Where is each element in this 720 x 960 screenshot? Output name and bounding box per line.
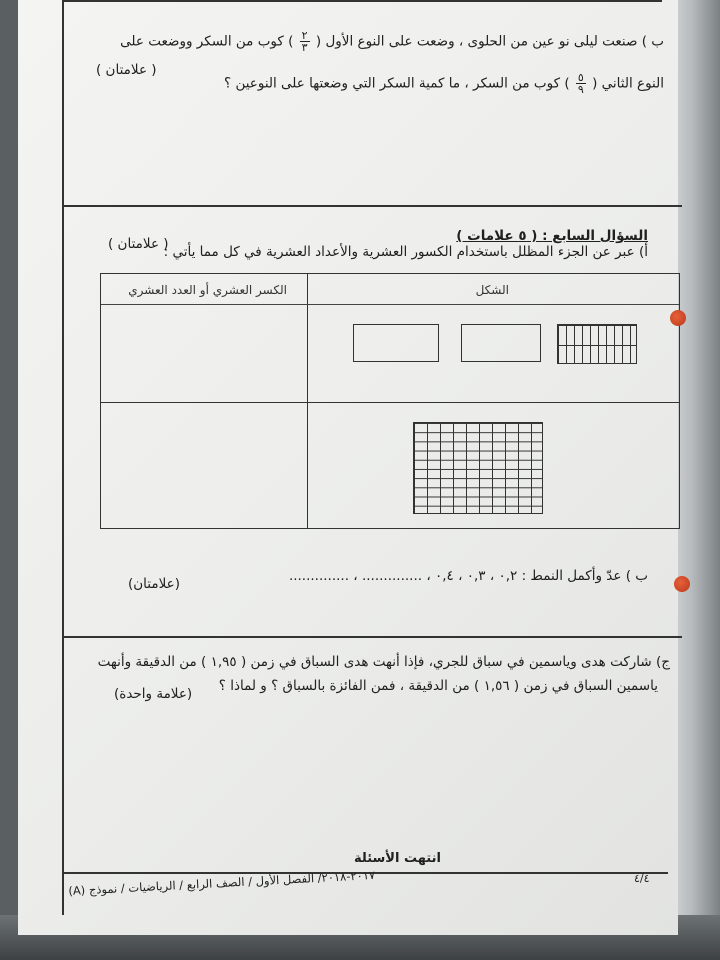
shape-rectangle-2: [461, 324, 541, 362]
exam-page: [18, 0, 678, 935]
prev-question-line1: ب ) صنعت ليلى نو عين من الحلوى ، وضعت على النوع الأول ( $\frac{٢}{٣}$ ) كوب من السكر ووضعت على: [120, 29, 664, 54]
fraction-five-ninths: $\frac{٥}{٩}$: [577, 71, 584, 96]
q-c-line1: ج) شاركت هدى وياسمين في سباق للجري، فإذا أنهت هدى السباق في زمن ( ١,٩٥ ) من الدقيقة وأنهت: [97, 654, 670, 670]
divider-2: [62, 636, 682, 638]
fraction-two-thirds: $\frac{٢}{٣}$: [301, 29, 308, 54]
page-number: ٤/٤: [634, 872, 650, 885]
q7-part-a: أ) عبر عن الجزء المظلل باستخدام الكسور العشرية والأعداد العشرية في كل مما يأتي :: [163, 244, 648, 260]
table-header-divider: [101, 304, 679, 305]
exam-info: ٢٠١٧-٢٠١٨/ الفصل الأول / الصف الرابع / الرياضيات / نموذج (A): [68, 867, 376, 898]
end-of-questions: انتهت الأسئلة: [354, 851, 441, 866]
prev-question-line2: النوع الثاني ( $\frac{٥}{٩}$ ) كوب من السكر ، ما كمية السكر التي وضعتها على النوعين ؟: [223, 71, 664, 96]
q7-part-b-marks: (علامتان): [128, 576, 180, 592]
divider-1: [62, 205, 682, 207]
table-row-divider: [101, 402, 679, 403]
q7-part-a-marks: ( علامتان ): [108, 236, 169, 252]
table-header-answer: الكسر العشري أو العدد العشري: [128, 283, 287, 297]
q-c-line2: ياسمين السباق في زمن ( ١,٥٦ ) من الدقيقة ، فمن الفائزة بالسباق ؟ و لماذا ؟: [218, 678, 658, 694]
shape-tenths-strip: [557, 324, 637, 364]
binder-hole-1: [670, 310, 686, 326]
table-column-divider: [307, 274, 308, 528]
prev-question-marks: ( علامتان ): [96, 62, 157, 78]
q7-part-b: ب ) عدّ وأكمل النمط : ٠,٢ ، ٠,٣ ، ٠,٤ ، .............. ، ..............: [288, 568, 648, 584]
shapes-table: [100, 273, 680, 529]
shape-rectangle-1: [353, 324, 439, 362]
page-frame-left: [62, 0, 64, 915]
page-frame-top: [62, 0, 662, 2]
binder-hole-2: [674, 576, 690, 592]
shape-hundredths-grid: [413, 422, 543, 514]
q7-title: السؤال السابع : ( ٥ علامات ): [456, 228, 648, 244]
table-header-shape: الشكل: [475, 283, 509, 297]
q-c-marks: (علامة واحدة): [114, 686, 193, 702]
